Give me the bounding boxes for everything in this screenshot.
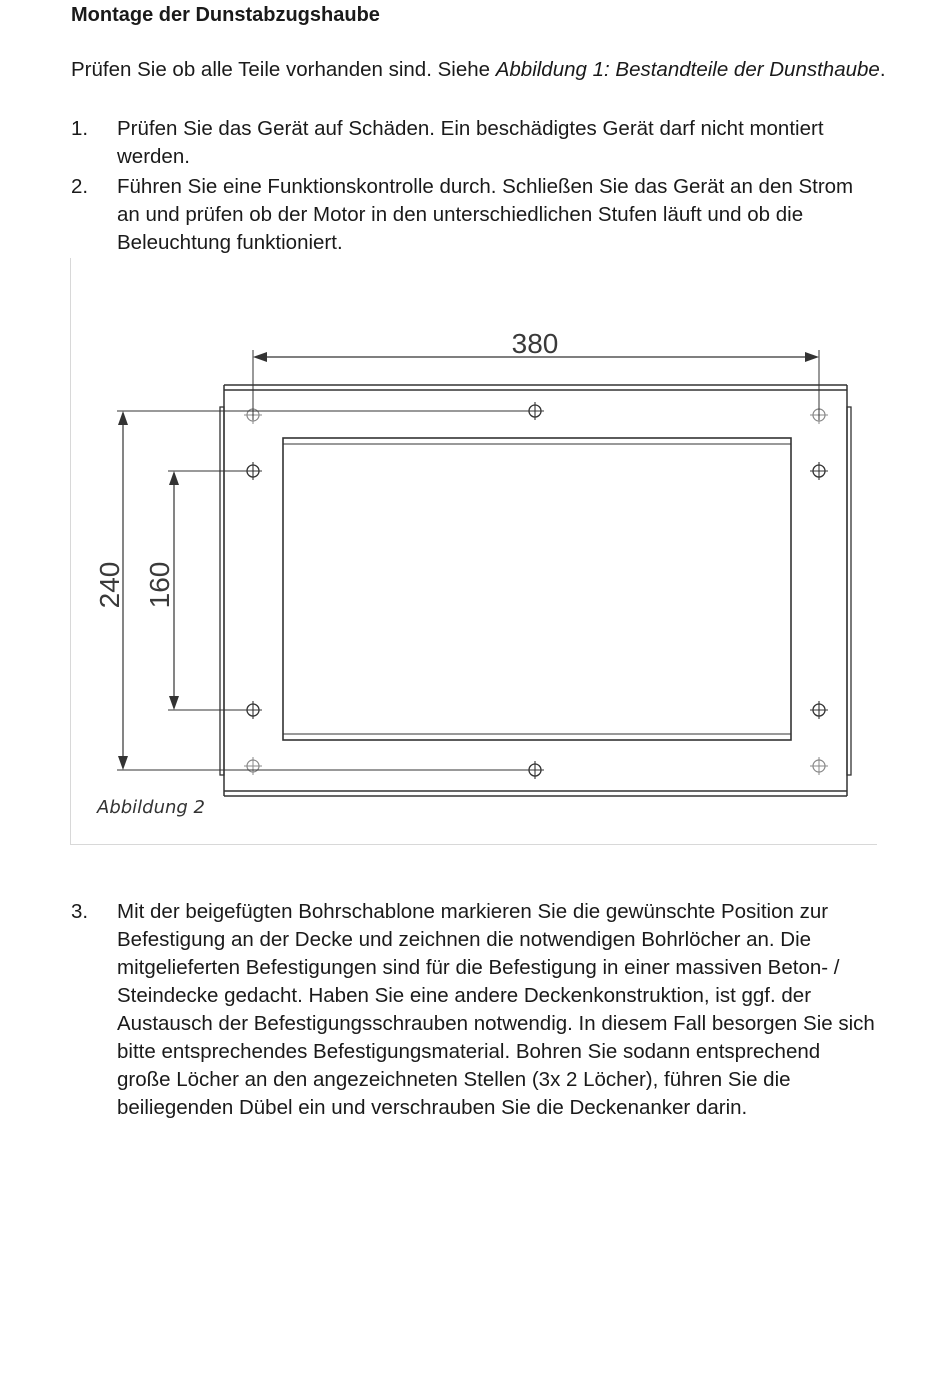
mounting-figure <box>70 258 877 845</box>
figure-reference: Abbildung 1: Bestandteile der Dunsthaube <box>495 58 880 81</box>
step-number: 2. <box>71 175 89 198</box>
step-number: 3. <box>71 900 89 923</box>
hole-icon <box>810 701 828 719</box>
intro-text: Prüfen Sie ob alle Teile vorhanden sind. Siehe <box>71 58 496 81</box>
intro-end: . <box>879 58 886 81</box>
inner-height-dimension <box>144 471 253 710</box>
step-text: Führen Sie eine Funktionskontrolle durch. Schließen Sie das Gerät an den Strom an und prüfen ob der Motor in den unterschiedlichen Stufen läuft und ob die Beleuchtung funktioniert. <box>117 175 854 254</box>
width-dimension <box>253 328 819 420</box>
page-title: Montage der Dunstabzugshaube <box>71 4 380 26</box>
hole-icon <box>244 757 262 775</box>
dimension-label-outer-height: 240 <box>94 561 125 609</box>
hole-icon <box>810 757 828 775</box>
step-text: Prüfen Sie das Gerät auf Schäden. Ein beschädigtes Gerät darf nicht montiert werden. <box>117 117 824 168</box>
drill-holes <box>244 402 828 779</box>
step-text: Mit der beigefügten Bohrschablone markieren Sie die gewünschte Position zur Befestigung an der Decke und zeichnen die notwendigen Bohrlöcher an. Die mitgelieferten Befestigungen sind für die Befestigung in einer massiven Beton- / Steindecke gedacht. Haben Sie eine andere Deckenkonstruktion, ist ggf. der Austausch der Befestigungsschrauben notwendig. In diesem Fall besorgen Sie sich bitte entsprechendes Befestigungsmaterial. Bohren Sie sodann entsprechend große Löcher an den angezeichneten Stellen (3x 2 Löcher), führen Sie die beiliegenden Dübel ein und verschrauben Sie die Deckenanker darin. <box>117 900 875 1119</box>
hole-icon <box>810 462 828 480</box>
dimension-label-inner-height: 160 <box>144 561 175 609</box>
step-number: 1. <box>71 117 89 140</box>
mounting-drawing <box>1 0 950 1387</box>
figure-caption: Abbildung 2 <box>97 797 206 818</box>
dimension-label-width: 380 <box>511 328 559 359</box>
inner-cutout <box>283 438 791 740</box>
